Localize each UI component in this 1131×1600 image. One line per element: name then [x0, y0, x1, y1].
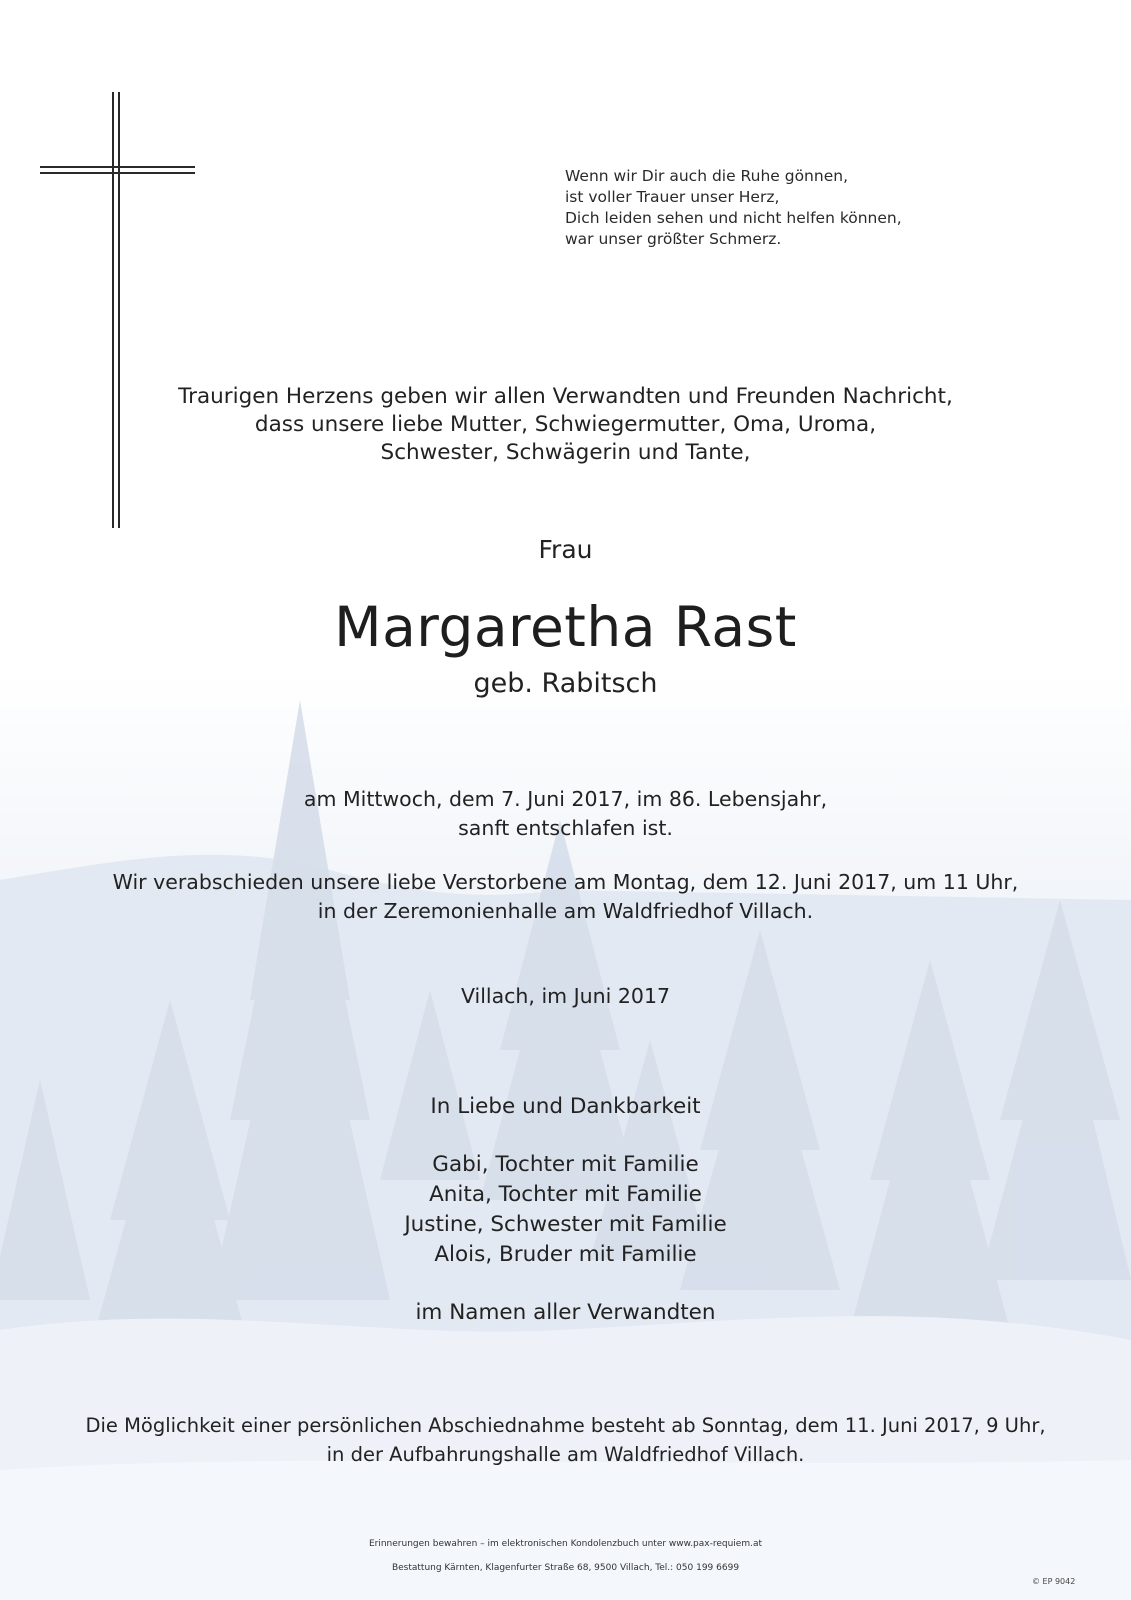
mourner-item: Alois, Bruder mit Familie — [434, 1242, 697, 1267]
announcement-intro — [0, 383, 1131, 467]
death-notice-line: sanft entschlafen ist. — [458, 816, 673, 840]
verse-line: ist voller Trauer unser Herz, — [565, 188, 780, 206]
verse-line: Dich leiden sehen und nicht helfen können, — [565, 209, 902, 227]
intro-line: dass unsere liebe Mutter, Schwiegermutter, Oma, Uroma, — [254, 412, 877, 437]
death-notice-line: am Mittwoch, dem 7. Juni 2017, im 86. Lebensjahr, — [303, 787, 828, 811]
mourner-item: Justine, Schwester mit Familie — [404, 1212, 727, 1237]
viewing-line: in der Aufbahrungshalle am Waldfriedhof Villach. — [326, 1443, 805, 1466]
intro-line: Traurigen Herzens geben wir allen Verwandten und Freunden Nachricht, — [178, 384, 953, 409]
death-notice — [0, 785, 1131, 843]
relatives-note: im Namen aller Verwandten — [415, 1300, 716, 1325]
viewing-line: Die Möglichkeit einer persönlichen Abschiednahme besteht ab Sonntag, dem 11. Juni 2017, 9 Uhr, — [85, 1414, 1046, 1437]
mourner-item: Anita, Tochter mit Familie — [429, 1182, 702, 1207]
verse-line: Wenn wir Dir auch die Ruhe gönnen, — [565, 167, 848, 185]
viewing-notice — [0, 1411, 1131, 1469]
undertaker-info: Bestattung Kärnten, Klagenfurter Straße 68, 9500 Villach, Tel.: 050 199 6699 — [391, 1563, 740, 1573]
memorial-verse — [565, 166, 902, 250]
deceased-name: Margaretha Rast — [334, 595, 797, 659]
birth-name: geb. Rabitsch — [473, 668, 658, 699]
mourner-item: Gabi, Tochter mit Familie — [432, 1152, 699, 1177]
closing-phrase: In Liebe und Dankbarkeit — [430, 1094, 701, 1119]
funeral-service-line: in der Zeremonienhalle am Waldfriedhof Villach. — [317, 899, 814, 923]
funeral-service-line: Wir verabschieden unsere liebe Verstorbene am Montag, dem 12. Juni 2017, um 11 Uhr, — [112, 870, 1019, 894]
mourners-list — [0, 1150, 1131, 1270]
place-date: Villach, im Juni 2017 — [460, 984, 671, 1008]
print-code: © EP 9042 — [1032, 1577, 1076, 1586]
condolence-book-note: Erinnerungen bewahren – im elektronischen Kondolenzbuch unter www.pax-requiem.at — [368, 1539, 763, 1549]
intro-line: Schwester, Schwägerin und Tante, — [380, 440, 751, 465]
footer — [0, 1532, 1131, 1580]
funeral-service — [0, 868, 1131, 926]
verse-line: war unser größter Schmerz. — [565, 230, 782, 248]
deceased-title: Frau — [538, 535, 593, 564]
